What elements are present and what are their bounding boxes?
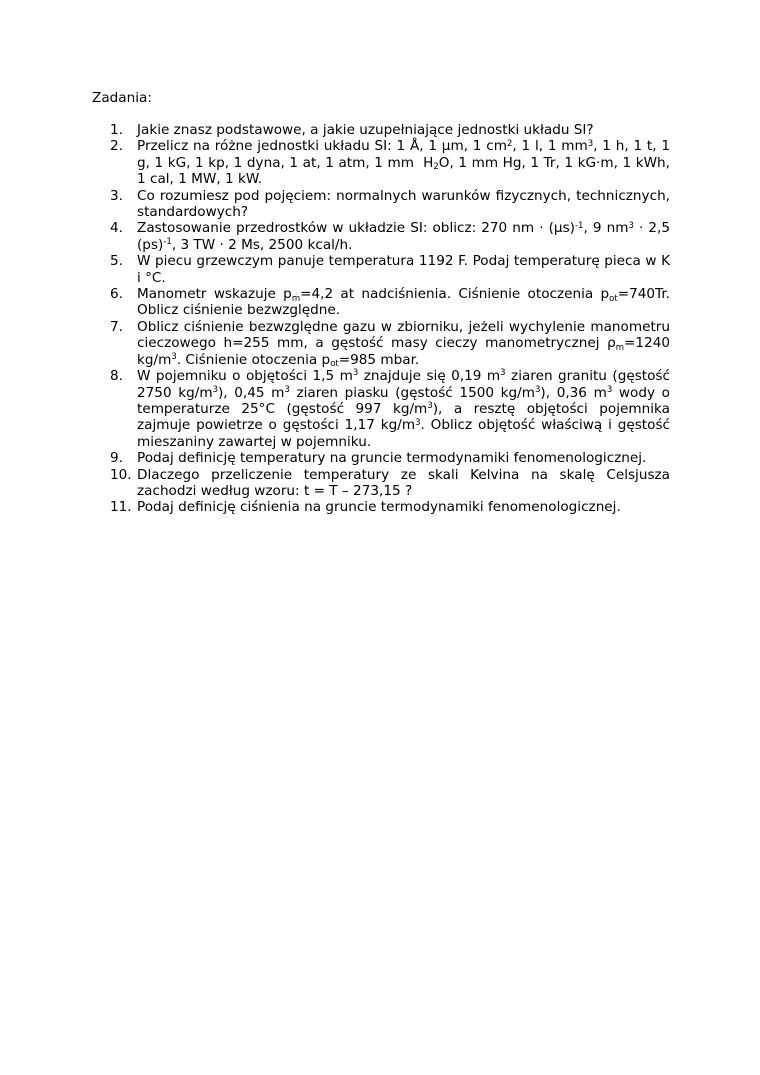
task-text: Przelicz na różne jednostki układu SI: 1 Å, 1 μm, 1 $cm^2$, 1 l, 1 $mm^3$, 1 h, 1 t, 1 g, 1 kG, 1 kp, 1 dyna, 1 at, 1 atm, 1 mm $H_2O$, 1 mm Hg, 1 Tr, 1 kG·m, 1 kWh, 1 cal, 1 MW, 1 kW. xyxy=(137,138,670,188)
task-text: Manometr wskazuje $p_m=4,2$ at nadciśnienia. Ciśnienie otoczenia $p_{ot}=740Tr$. Oblicz ciśnienie bezwzględne. xyxy=(137,286,670,319)
task-list xyxy=(110,122,670,516)
page-heading: Zadania: xyxy=(92,90,152,106)
task-text: W pojemniku o objętości 1,5 $m^3$ znajduje się 0,19 $m^3$ ziaren granitu (gęstość 2750 $kg/m^3$), 0,45 $m^3$ ziaren piasku (gęstość 1500 $kg/m^3$), 0,36 $m^3$ wody o temperaturze 25°C (gęstość 997 $kg/m^3$), a resztę objętości pojemnika zajmuje powietrze o gęstości 1,17 $kg/m^3$. Oblicz objętość właściwą i gęstość mieszaniny zawartej w pojemniku. xyxy=(137,368,670,450)
task-item xyxy=(110,467,670,500)
task-text: Podaj definicję ciśnienia na gruncie termodynamiki fenomenologicznej. xyxy=(137,499,621,516)
task-item xyxy=(110,122,670,138)
task-item xyxy=(110,286,670,319)
task-item xyxy=(110,253,670,286)
task-item xyxy=(110,138,670,187)
task-number: 10. xyxy=(110,466,132,483)
task-text: Oblicz ciśnienie bezwzględne gazu w zbiorniku, jeżeli wychylenie manometru cieczowego h=255 mm, a gęstość masy cieczy manometrycznej $\rho_m=1240$ $kg/m^3$. Ciśnienie otoczenia $p_{ot}=985$ mbar. xyxy=(137,318,670,370)
task-number: 8. xyxy=(110,368,123,385)
task-text: Dlaczego przeliczenie temperatury ze skali Kelvina na skalę Celsjusza zachodzi według wzoru: t = T – 273,15 ? xyxy=(137,466,670,499)
task-number: 2. xyxy=(110,138,123,155)
task-item xyxy=(110,450,670,466)
task-number: 6. xyxy=(110,286,123,303)
task-number: 5. xyxy=(110,253,123,270)
task-item xyxy=(110,499,670,515)
task-number: 4. xyxy=(110,220,123,237)
task-number: 7. xyxy=(110,318,123,335)
task-text: Podaj definicję temperatury na gruncie termodynamiki fenomenologicznej. xyxy=(137,450,647,467)
task-item xyxy=(110,319,670,368)
task-number: 3. xyxy=(110,187,123,204)
task-item xyxy=(110,188,670,221)
task-text: Jakie znasz podstawowe, a jakie uzupełniające jednostki układu SI? xyxy=(137,122,594,138)
task-text: W piecu grzewczym panuje temperatura 1192 F. Podaj temperaturę pieca w K i °C. xyxy=(137,253,670,286)
task-number: 11. xyxy=(110,499,132,516)
task-text: Zastosowanie przedrostków w układzie SI: oblicz: 270 nm · $(\mu s)^{-1}$, 9 $nm^3 \cdot 2,5$ (ps)$^{-1}$, 3 TW · 2 Ms, 2500 kcal/h. xyxy=(137,220,670,253)
task-number: 1. xyxy=(110,122,123,138)
task-item xyxy=(110,368,670,450)
task-number: 9. xyxy=(110,450,123,467)
task-item xyxy=(110,220,670,253)
task-text: Co rozumiesz pod pojęciem: normalnych warunków fizycznych, technicznych, standardowych? xyxy=(137,187,670,221)
